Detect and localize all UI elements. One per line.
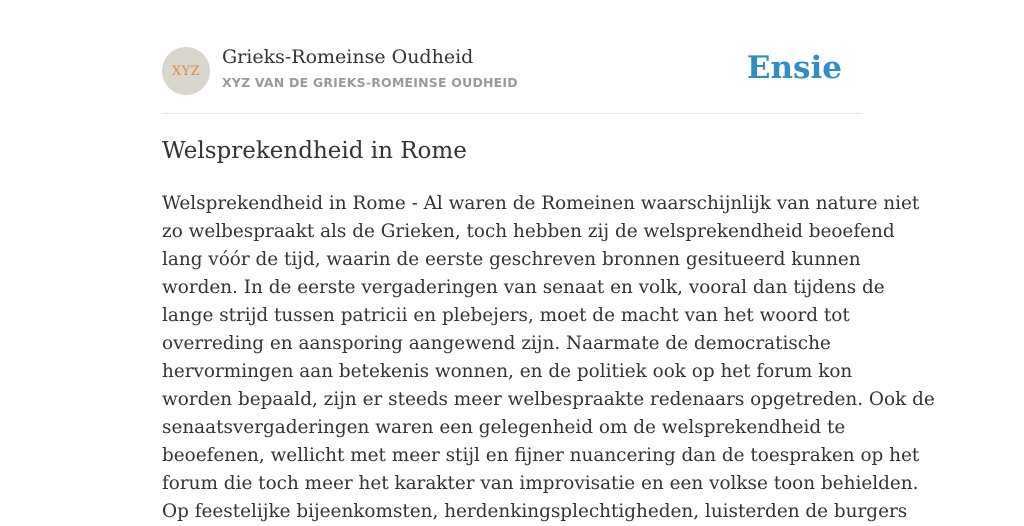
- publisher-subtitle: XYZ VAN DE GRIEKS-ROMEINSE OUDHEID: [222, 75, 518, 90]
- header-divider: [162, 113, 862, 114]
- body-line: lang vóór de tijd, waarin de eerste geschreven bronnen gesitueerd kunnen: [162, 249, 861, 270]
- body-line: Welsprekendheid in Rome - Al waren de Romeinen waarschijnlijk van nature niet: [162, 193, 920, 214]
- body-line: hervormingen aan betekenis wonnen, en de politiek ook op het forum kon: [162, 361, 853, 382]
- body-line: senaatsvergaderingen waren een gelegenheid om de welsprekendheid te: [162, 417, 846, 438]
- body-line: forum die toch meer het karakter van improvisatie en een volkse toon behielden.: [162, 473, 919, 494]
- article-title: Welsprekendheid in Rome: [162, 138, 467, 164]
- body-line: worden. In de eerste vergaderingen van senaat en volk, vooral dan tijdens de: [162, 277, 885, 298]
- publisher-title[interactable]: Grieks-Romeinse Oudheid: [222, 46, 474, 68]
- body-line: lange strijd tussen patricii en plebejers, moet de macht van het woord tot: [162, 305, 850, 326]
- publisher-avatar[interactable]: XYZ: [162, 47, 210, 95]
- article-card: [162, 0, 935, 522]
- ensie-logo[interactable]: Ensie: [746, 50, 842, 86]
- page-header: [162, 40, 862, 113]
- body-line: beoefenen, wellicht met meer stijl en fijner nuancering dan de toespraken op het: [162, 445, 920, 466]
- body-line: Op feestelijke bijeenkomsten, herdenkingsplechtigheden, luisterden de burgers: [162, 501, 908, 522]
- body-line: zo welbespraakt als de Grieken, toch hebben zij de welsprekendheid beoefend: [162, 221, 895, 242]
- article-body: [162, 190, 935, 526]
- body-line: worden bepaald, zijn er steeds meer welbespraakte redenaars opgetreden. Ook de: [162, 389, 935, 410]
- body-line: overreding en aansporing aangewend zijn. Naarmate de democratische: [162, 333, 831, 354]
